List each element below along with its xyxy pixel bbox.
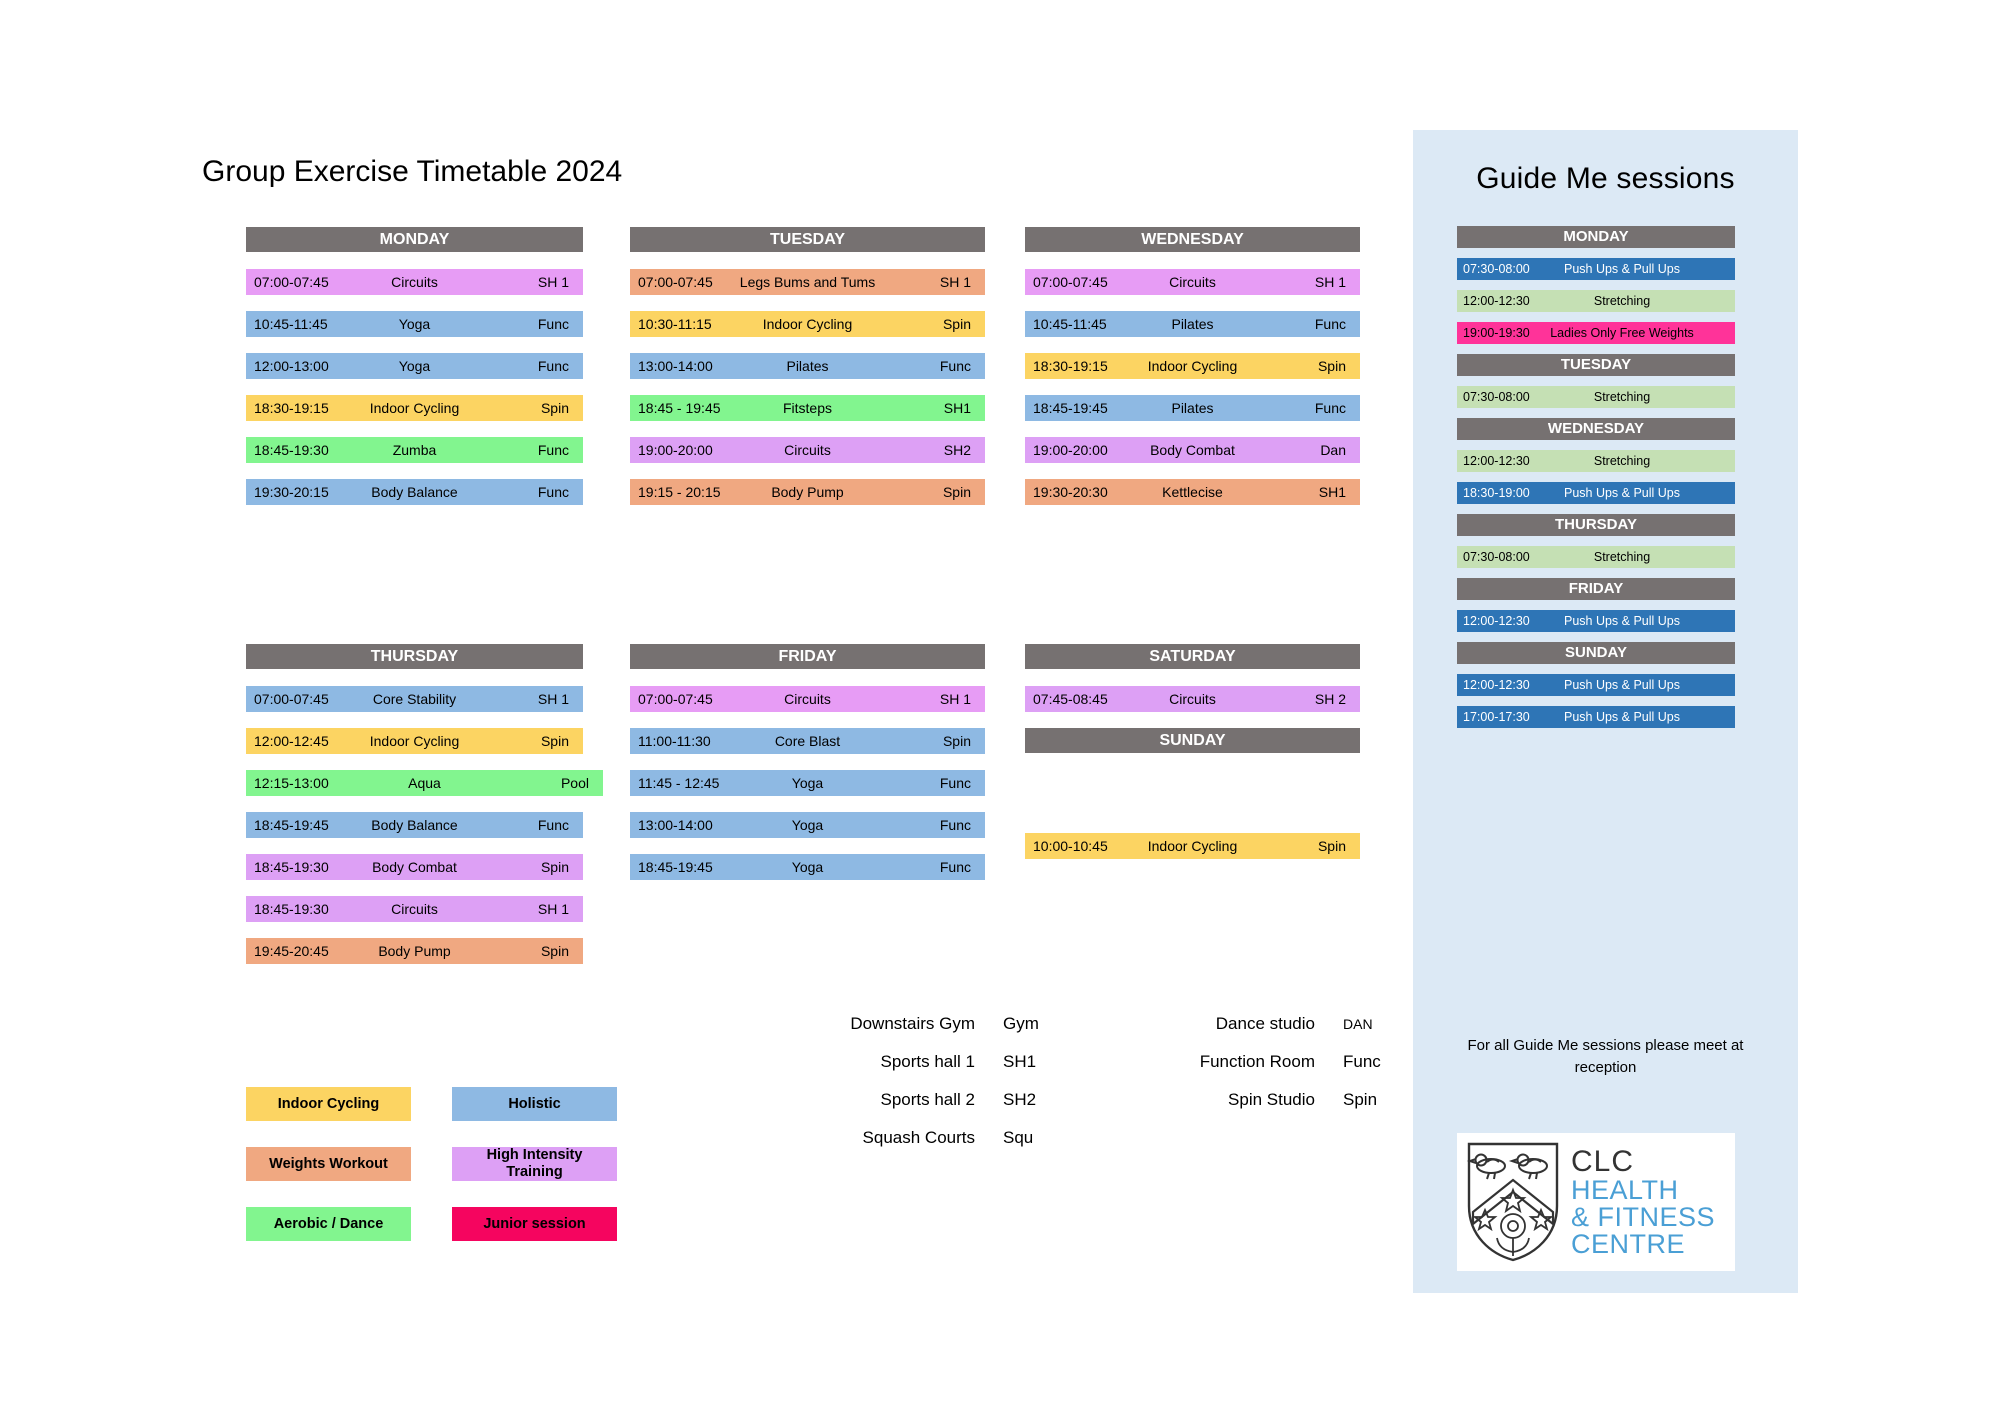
session-time: 13:00-14:00 bbox=[638, 817, 713, 833]
session-activity: Yoga bbox=[398, 316, 431, 332]
room-name: Spin Studio bbox=[1228, 1090, 1315, 1109]
session-room: Pool bbox=[560, 775, 589, 791]
guide-session-block[interactable] bbox=[1457, 706, 1735, 728]
session-block[interactable] bbox=[246, 353, 583, 379]
session-activity: Body Pump bbox=[378, 943, 451, 959]
spacer bbox=[1025, 463, 1360, 479]
spacer bbox=[246, 880, 583, 896]
session-room: Spin bbox=[942, 316, 971, 332]
session-activity: Circuits bbox=[784, 691, 831, 707]
room-name: Sports hall 1 bbox=[880, 1052, 975, 1071]
session-room: Spin bbox=[540, 733, 569, 749]
session-time: 19:45-20:45 bbox=[254, 943, 329, 959]
session-time: 18:45-19:30 bbox=[254, 442, 329, 458]
spacer bbox=[630, 712, 985, 728]
session-room: Dan bbox=[1320, 442, 1346, 458]
session-time: 19:15 - 20:15 bbox=[638, 484, 721, 500]
spacer bbox=[1025, 421, 1360, 437]
session-time: 13:00-14:00 bbox=[638, 358, 713, 374]
session-activity: Body Balance bbox=[371, 817, 458, 833]
spacer bbox=[630, 295, 985, 311]
legend-label: Indoor Cycling bbox=[277, 1096, 380, 1112]
room-name: Function Room bbox=[1199, 1052, 1315, 1071]
session-time: 18:30-19:15 bbox=[1033, 358, 1108, 374]
guide-session-activity: Push Ups & Pull Ups bbox=[1563, 262, 1681, 276]
day-column-thursday bbox=[246, 644, 589, 964]
spacer bbox=[1025, 379, 1360, 395]
session-block[interactable] bbox=[630, 812, 985, 838]
spacer bbox=[630, 838, 985, 854]
legend-label: High Intensity bbox=[486, 1147, 583, 1163]
guide-session-activity: Push Ups & Pull Ups bbox=[1563, 710, 1681, 724]
session-time: 19:30-20:15 bbox=[254, 484, 329, 500]
guide-me-panel bbox=[1413, 130, 1798, 1293]
session-block[interactable] bbox=[630, 395, 985, 421]
guide-session-block[interactable] bbox=[1457, 386, 1735, 408]
spacer bbox=[246, 669, 583, 686]
clc-logo-text bbox=[1571, 1144, 1716, 1259]
session-room: SH 2 bbox=[1314, 691, 1346, 707]
session-room: Func bbox=[939, 358, 971, 374]
session-activity: Indoor Cycling bbox=[369, 400, 460, 416]
session-time: 07:00-07:45 bbox=[638, 274, 713, 290]
guide-day-header-monday: MONDAY bbox=[1457, 226, 1735, 248]
spacer bbox=[630, 421, 985, 437]
guide-session-block[interactable] bbox=[1457, 482, 1735, 504]
spacer bbox=[1025, 669, 1360, 686]
session-activity: Pilates bbox=[1171, 400, 1214, 416]
session-time: 18:45-19:30 bbox=[254, 901, 329, 917]
session-room: Spin bbox=[540, 400, 569, 416]
spacer bbox=[246, 295, 583, 311]
session-room: Func bbox=[1314, 316, 1346, 332]
session-time: 19:00-20:00 bbox=[1033, 442, 1108, 458]
guide-session-time: 07:30-08:00 bbox=[1463, 390, 1530, 404]
session-time: 11:45 - 12:45 bbox=[638, 775, 720, 791]
session-activity: Core Stability bbox=[372, 691, 457, 707]
guide-session-time: 17:00-17:30 bbox=[1463, 710, 1530, 724]
guide-day-header-sunday: SUNDAY bbox=[1457, 642, 1735, 664]
logo-line-clc: CLC bbox=[1571, 1144, 1635, 1178]
session-time: 18:45-19:45 bbox=[1033, 400, 1108, 416]
session-time: 07:00-07:45 bbox=[638, 691, 713, 707]
guide-session-activity: Stretching bbox=[1593, 454, 1651, 468]
legend-item bbox=[452, 1147, 617, 1181]
spacer bbox=[630, 252, 985, 269]
session-room: SH 1 bbox=[1314, 274, 1346, 290]
session-room: SH1 bbox=[1318, 484, 1346, 500]
spacer bbox=[630, 754, 985, 770]
logo-line-fitness: & FITNESS bbox=[1571, 1201, 1716, 1232]
session-block[interactable] bbox=[246, 938, 583, 964]
room-code: Gym bbox=[1003, 1014, 1039, 1033]
session-activity: Body Pump bbox=[771, 484, 844, 500]
day-column-wednesday bbox=[1025, 227, 1360, 505]
day-header-sunday: SUNDAY bbox=[1025, 728, 1360, 753]
session-activity: Indoor Cycling bbox=[369, 733, 460, 749]
session-activity: Body Balance bbox=[371, 484, 458, 500]
spacer bbox=[246, 463, 583, 479]
room-code: Func bbox=[1343, 1052, 1381, 1071]
session-room: SH1 bbox=[943, 400, 971, 416]
session-room: Func bbox=[537, 484, 569, 500]
session-block[interactable] bbox=[630, 770, 985, 796]
session-room: Spin bbox=[540, 943, 569, 959]
session-block[interactable] bbox=[246, 311, 583, 337]
session-block[interactable] bbox=[1025, 833, 1360, 859]
session-time: 18:45-19:45 bbox=[254, 817, 329, 833]
session-activity: Yoga bbox=[791, 859, 824, 875]
session-activity: Aqua bbox=[408, 775, 441, 791]
spacer bbox=[246, 922, 583, 938]
room-code: Squ bbox=[1003, 1128, 1034, 1147]
guide-session-time: 12:00-12:30 bbox=[1463, 294, 1530, 308]
session-block[interactable] bbox=[630, 479, 985, 505]
session-time: 07:00-07:45 bbox=[254, 691, 329, 707]
guide-day-header-friday: FRIDAY bbox=[1457, 578, 1735, 600]
session-block[interactable] bbox=[246, 437, 583, 463]
guide-session-block[interactable] bbox=[1457, 290, 1735, 312]
session-block[interactable] bbox=[630, 437, 985, 463]
session-block[interactable] bbox=[246, 770, 603, 796]
session-room: Func bbox=[537, 442, 569, 458]
guide-session-block[interactable] bbox=[1457, 610, 1735, 632]
legend-item bbox=[246, 1087, 411, 1121]
legend-item bbox=[452, 1087, 617, 1121]
session-time: 19:00-20:00 bbox=[638, 442, 713, 458]
session-time: 10:45-11:45 bbox=[254, 316, 328, 332]
session-activity: Yoga bbox=[791, 775, 824, 791]
session-room: SH 1 bbox=[939, 691, 971, 707]
legend-label: Holistic bbox=[508, 1096, 561, 1112]
room-name: Sports hall 2 bbox=[880, 1090, 975, 1109]
session-block[interactable] bbox=[1025, 437, 1360, 463]
spacer bbox=[1025, 337, 1360, 353]
room-code: SH2 bbox=[1003, 1090, 1037, 1109]
clc-shield-crest-icon bbox=[1465, 1140, 1561, 1264]
day-column-tuesday bbox=[630, 227, 985, 505]
legend-item bbox=[452, 1207, 617, 1241]
session-room: SH 1 bbox=[939, 274, 971, 290]
session-block[interactable] bbox=[1025, 311, 1360, 337]
spacer bbox=[1025, 252, 1360, 269]
day-header-friday: FRIDAY bbox=[630, 644, 985, 669]
guide-session-activity: Ladies Only Free Weights bbox=[1550, 326, 1694, 340]
legend-label: Weights Workout bbox=[269, 1156, 388, 1172]
session-room: Func bbox=[939, 859, 971, 875]
day-header-saturday: SATURDAY bbox=[1025, 644, 1360, 669]
session-block[interactable] bbox=[246, 728, 583, 754]
spacer bbox=[630, 463, 985, 479]
session-time: 12:00-13:00 bbox=[254, 358, 329, 374]
session-activity: Body Combat bbox=[1150, 442, 1235, 458]
guide-session-time: 07:30-08:00 bbox=[1463, 550, 1530, 564]
session-time: 07:45-08:45 bbox=[1033, 691, 1108, 707]
day-header-tuesday: TUESDAY bbox=[630, 227, 985, 252]
session-room: Spin bbox=[942, 484, 971, 500]
guide-day-header-wednesday: WEDNESDAY bbox=[1457, 418, 1735, 440]
session-room: Spin bbox=[942, 733, 971, 749]
session-block[interactable] bbox=[630, 353, 985, 379]
session-activity: Body Combat bbox=[372, 859, 457, 875]
guide-session-time: 12:00-12:30 bbox=[1463, 678, 1530, 692]
guide-me-note: For all Guide Me sessions please meet at reception bbox=[1467, 1037, 1744, 1076]
spacer bbox=[246, 379, 583, 395]
session-room: Func bbox=[939, 775, 971, 791]
guide-session-block[interactable] bbox=[1457, 674, 1735, 696]
guide-session-time: 12:00-12:30 bbox=[1463, 454, 1530, 468]
session-time: 10:30-11:15 bbox=[638, 316, 712, 332]
page-title: Group Exercise Timetable 2024 bbox=[202, 155, 623, 188]
clc-logo bbox=[1457, 1133, 1735, 1271]
legend-label: Junior session bbox=[483, 1216, 586, 1232]
guide-day-header-thursday: THURSDAY bbox=[1457, 514, 1735, 536]
guide-me-title: Guide Me sessions bbox=[1476, 162, 1735, 195]
session-activity: Indoor Cycling bbox=[762, 316, 853, 332]
session-time: 18:45-19:45 bbox=[638, 859, 713, 875]
session-time: 18:45-19:30 bbox=[254, 859, 329, 875]
room-code: Spin bbox=[1343, 1090, 1378, 1109]
session-block[interactable] bbox=[1025, 353, 1360, 379]
legend-item bbox=[246, 1207, 411, 1241]
session-time: 07:00-07:45 bbox=[254, 274, 329, 290]
session-block[interactable] bbox=[630, 311, 985, 337]
session-time: 18:45 - 19:45 bbox=[638, 400, 721, 416]
spacer bbox=[630, 379, 985, 395]
guide-session-activity: Stretching bbox=[1593, 390, 1651, 404]
guide-session-block[interactable] bbox=[1457, 546, 1735, 568]
session-time: 07:00-07:45 bbox=[1033, 274, 1108, 290]
session-block[interactable] bbox=[246, 686, 583, 712]
spacer bbox=[1025, 295, 1360, 311]
day-header-wednesday: WEDNESDAY bbox=[1025, 227, 1360, 252]
day-column-friday bbox=[630, 644, 985, 880]
session-block[interactable] bbox=[246, 269, 583, 295]
guide-session-block[interactable] bbox=[1457, 450, 1735, 472]
spacer bbox=[246, 796, 583, 812]
session-activity: Fitsteps bbox=[782, 400, 832, 416]
session-activity: Yoga bbox=[398, 358, 431, 374]
room-name: Downstairs Gym bbox=[850, 1014, 975, 1033]
session-activity: Circuits bbox=[391, 901, 438, 917]
session-activity: Circuits bbox=[391, 274, 438, 290]
legend-item bbox=[246, 1147, 411, 1181]
spacer bbox=[630, 669, 985, 686]
logo-line-centre: CENTRE bbox=[1571, 1228, 1686, 1259]
session-block[interactable] bbox=[246, 479, 583, 505]
session-room: Func bbox=[537, 316, 569, 332]
session-room: Spin bbox=[540, 859, 569, 875]
session-time: 12:00-12:45 bbox=[254, 733, 329, 749]
session-time: 18:30-19:15 bbox=[254, 400, 329, 416]
spacer bbox=[630, 796, 985, 812]
session-activity: Yoga bbox=[791, 817, 824, 833]
session-block[interactable] bbox=[1025, 686, 1360, 712]
room-code: SH1 bbox=[1003, 1052, 1037, 1071]
guide-session-block[interactable] bbox=[1457, 322, 1735, 344]
guide-session-block[interactable] bbox=[1457, 258, 1735, 280]
session-activity: Zumba bbox=[392, 442, 437, 458]
session-room: SH 1 bbox=[537, 691, 569, 707]
session-time: 11:00-11:30 bbox=[638, 733, 711, 749]
session-block[interactable] bbox=[1025, 269, 1360, 295]
spacer bbox=[246, 337, 583, 353]
session-block[interactable] bbox=[246, 812, 583, 838]
session-activity: Circuits bbox=[1169, 691, 1216, 707]
guide-session-activity: Push Ups & Pull Ups bbox=[1563, 486, 1681, 500]
session-activity: Pilates bbox=[786, 358, 829, 374]
spacer bbox=[246, 421, 583, 437]
spacer bbox=[630, 337, 985, 353]
session-block[interactable] bbox=[630, 854, 985, 880]
session-room: SH 1 bbox=[537, 901, 569, 917]
guide-session-time: 12:00-12:30 bbox=[1463, 614, 1530, 628]
session-block[interactable] bbox=[630, 728, 985, 754]
guide-me-list bbox=[1457, 226, 1735, 738]
session-activity: Circuits bbox=[1169, 274, 1216, 290]
spacer bbox=[246, 252, 583, 269]
session-time: 10:00-10:45 bbox=[1033, 838, 1108, 854]
logo-line-health: HEALTH bbox=[1571, 1174, 1679, 1205]
legend-label: Aerobic / Dance bbox=[273, 1216, 384, 1232]
guide-session-activity: Stretching bbox=[1593, 550, 1651, 564]
guide-session-activity: Stretching bbox=[1593, 294, 1651, 308]
session-room: Func bbox=[939, 817, 971, 833]
session-activity: Legs Bums and Tums bbox=[739, 274, 876, 290]
session-room: SH 1 bbox=[537, 274, 569, 290]
session-room: SH2 bbox=[943, 442, 971, 458]
guide-session-time: 07:30-08:00 bbox=[1463, 262, 1530, 276]
session-activity: Pilates bbox=[1171, 316, 1214, 332]
day-header-thursday: THURSDAY bbox=[246, 644, 583, 669]
session-block[interactable] bbox=[246, 395, 583, 421]
session-block[interactable] bbox=[1025, 479, 1360, 505]
session-time: 19:30-20:30 bbox=[1033, 484, 1108, 500]
room-name: Dance studio bbox=[1215, 1014, 1315, 1033]
day-header-monday: MONDAY bbox=[246, 227, 583, 252]
session-activity: Indoor Cycling bbox=[1147, 358, 1238, 374]
day-column-saturday bbox=[1025, 644, 1360, 859]
session-activity: Circuits bbox=[784, 442, 831, 458]
session-activity: Kettlecise bbox=[1162, 484, 1223, 500]
session-room: Func bbox=[537, 358, 569, 374]
session-activity: Core Blast bbox=[774, 733, 841, 749]
session-time: 10:45-11:45 bbox=[1033, 316, 1107, 332]
session-room: Spin bbox=[1317, 358, 1346, 374]
session-block[interactable] bbox=[1025, 395, 1360, 421]
session-block[interactable] bbox=[246, 854, 583, 880]
session-time: 12:15-13:00 bbox=[254, 775, 329, 791]
day-column-monday bbox=[246, 227, 583, 505]
session-room: Func bbox=[537, 817, 569, 833]
guide-session-activity: Push Ups & Pull Ups bbox=[1563, 614, 1681, 628]
spacer bbox=[1025, 712, 1360, 728]
guide-day-header-tuesday: TUESDAY bbox=[1457, 354, 1735, 376]
session-block[interactable] bbox=[246, 896, 583, 922]
spacer bbox=[246, 712, 583, 728]
legend-label: Training bbox=[506, 1164, 563, 1180]
guide-session-time: 18:30-19:00 bbox=[1463, 486, 1530, 500]
room-code: DAN bbox=[1343, 1016, 1373, 1032]
room-name: Squash Courts bbox=[862, 1128, 975, 1147]
session-room: Spin bbox=[1317, 838, 1346, 854]
spacer bbox=[246, 838, 583, 854]
guide-session-time: 19:00-19:30 bbox=[1463, 326, 1530, 340]
session-block[interactable] bbox=[630, 686, 985, 712]
guide-session-activity: Push Ups & Pull Ups bbox=[1563, 678, 1681, 692]
spacer bbox=[1025, 753, 1360, 833]
spacer bbox=[246, 754, 583, 770]
session-room: Func bbox=[1314, 400, 1346, 416]
session-block[interactable] bbox=[630, 269, 985, 295]
session-activity: Indoor Cycling bbox=[1147, 838, 1238, 854]
